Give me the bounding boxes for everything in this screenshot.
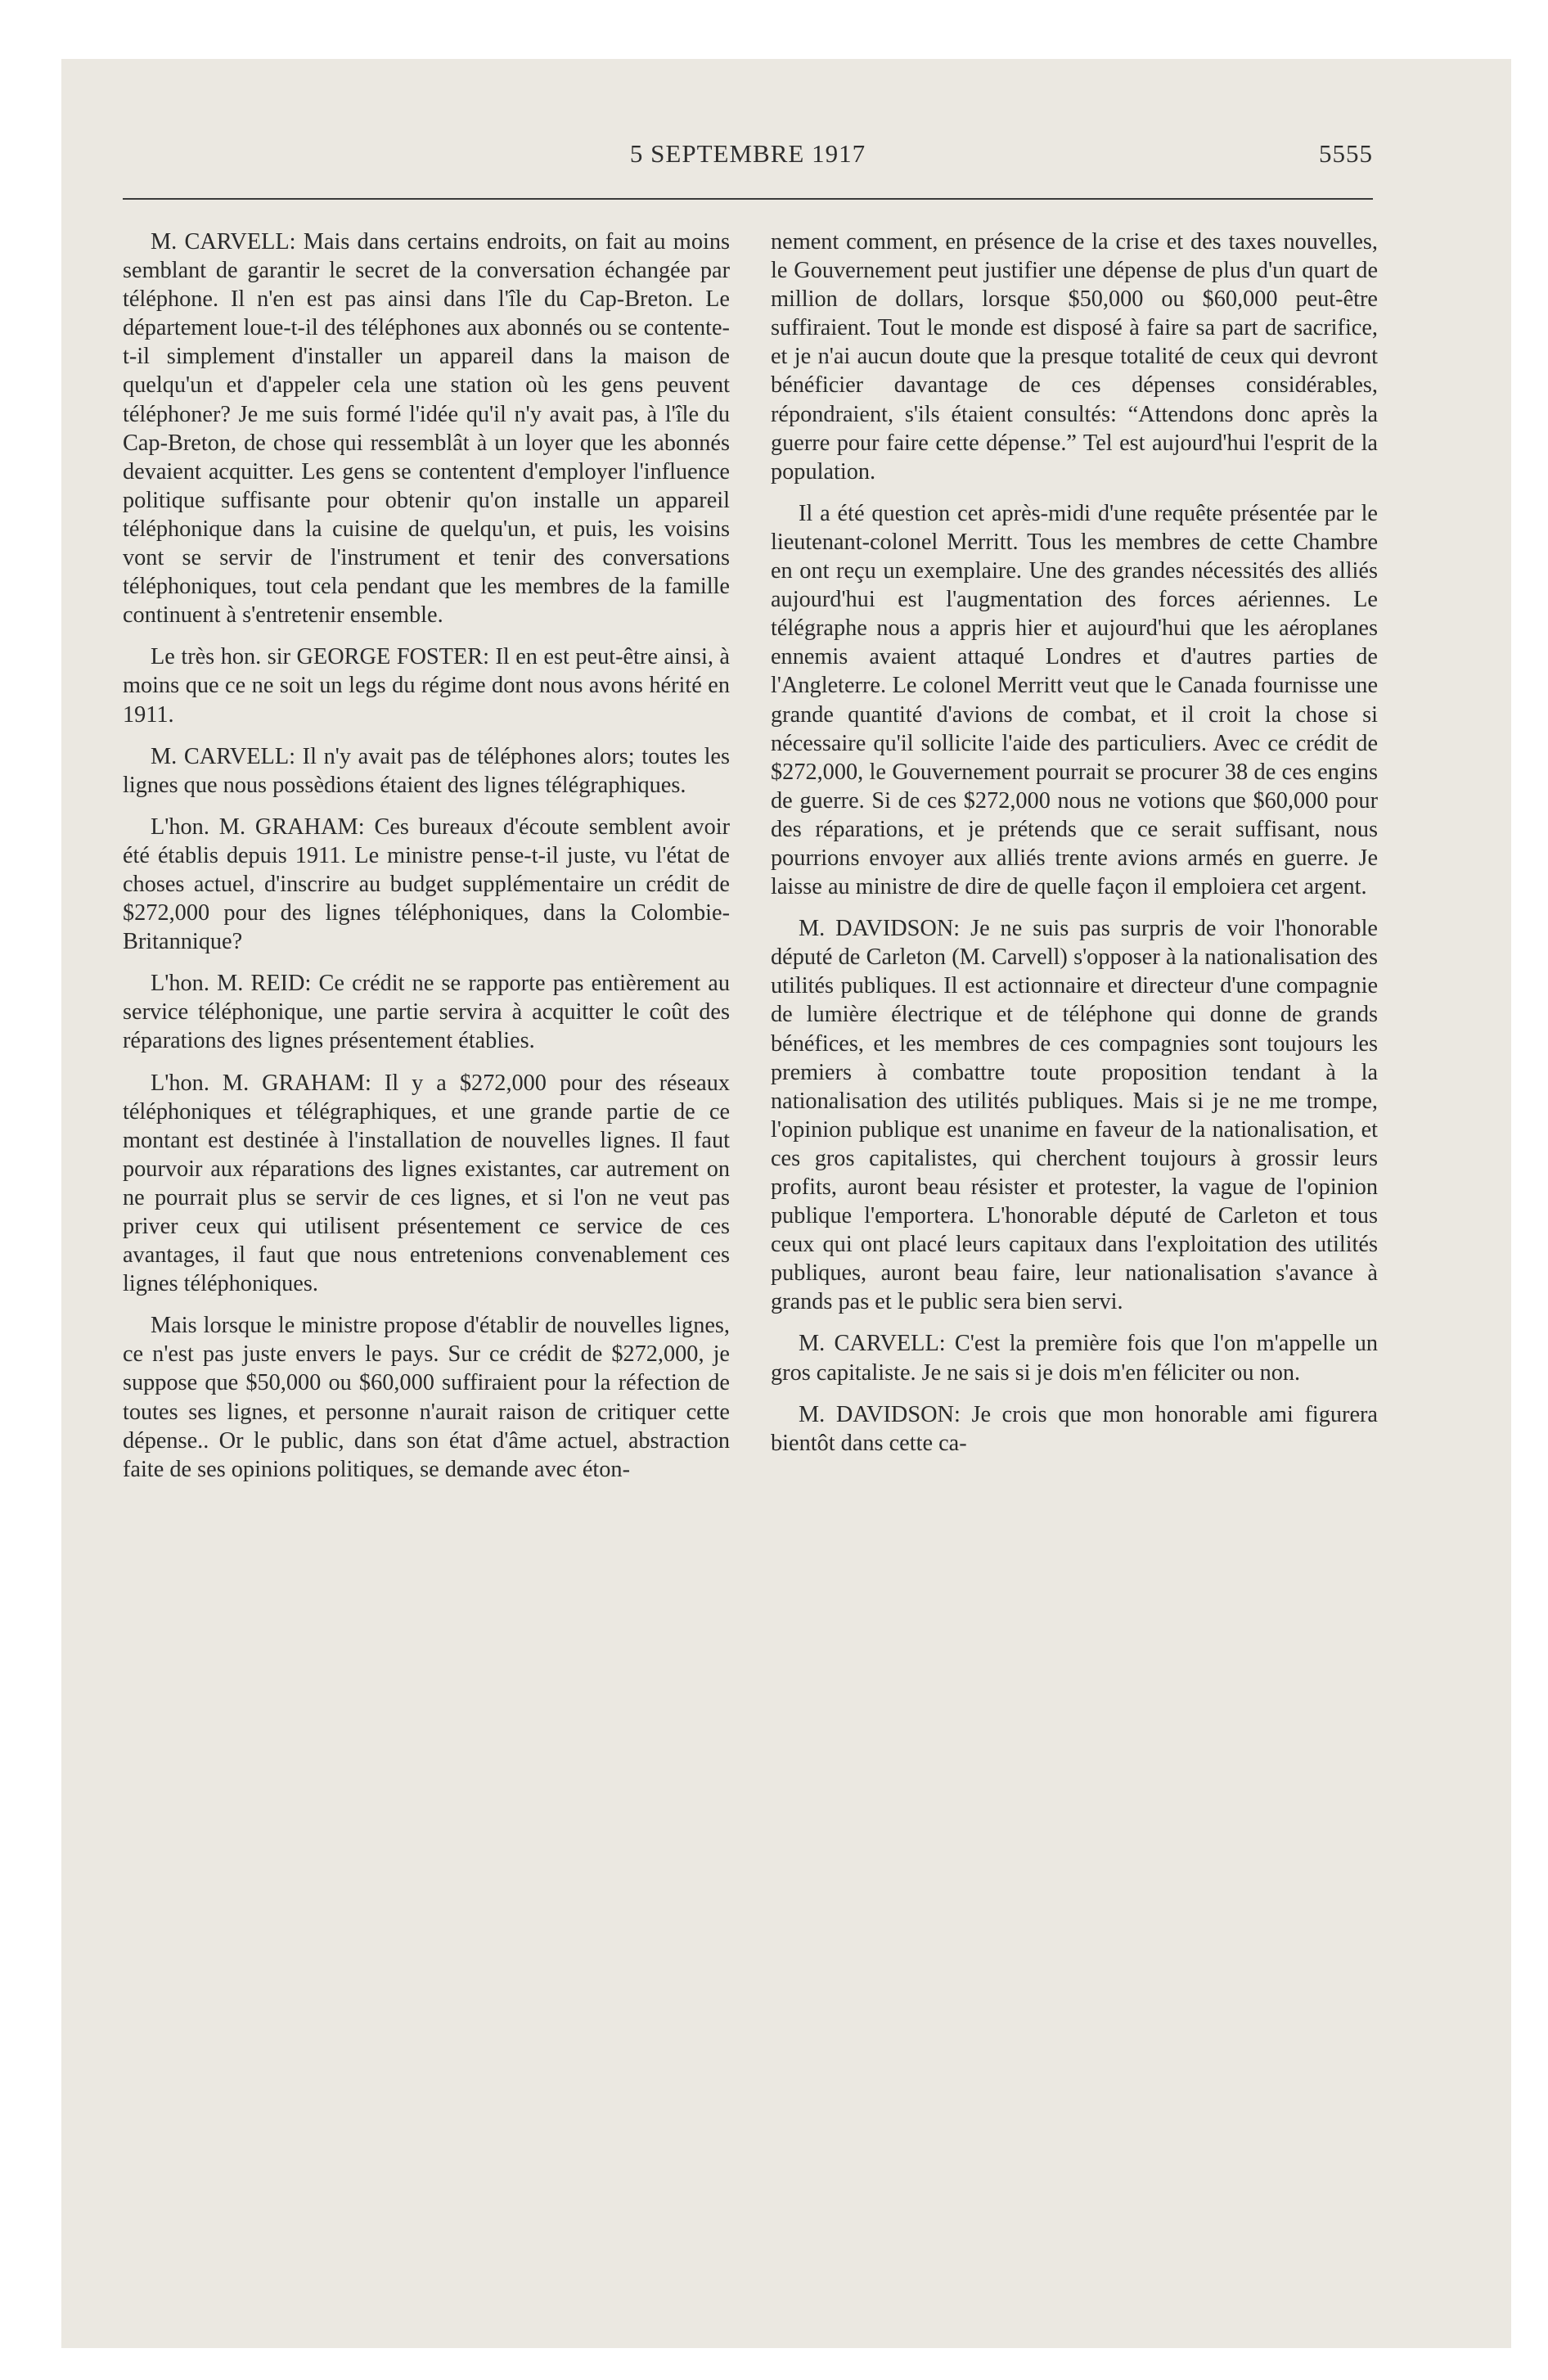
paragraph: M. DAVIDSON: Je ne suis pas surpris de voir l'honorable député de Carleton (M. Carvell) s'opposer à la nationalisation des utilités publiques. Il est actionnaire et directeur d'une compagnie de lumière électrique et de téléphone qui donne de grands bénéfices, et les membres de ces compagnies sont toujours les premiers à combattre toute proposition tendant à la nationalisation des utilités publiques. Mais si je ne me trompe, l'opinion publique est unanime en faveur de la nationalisation, et ces gros capitalistes, qui cherchent toujours à grossir leurs profits, auront beau résister et protester, la vague de l'opinion publique l'emportera. L'honorable député de Carleton et tous ceux qui ont placé leurs capitaux dans l'exploitation des utilités publiques, auront beau faire, leur nationalisation s'avance à grands pas et le public sera bien servi. xyxy=(771,916,1378,1315)
paragraph: L'hon. M. REID: Ce crédit ne se rapporte pas entièrement au service téléphonique, une partie servira à acquitter le coût des réparations des lignes présentement établies. xyxy=(123,971,730,1054)
paragraph: M. CARVELL: C'est la première fois que l'on m'appelle un gros capitaliste. Je ne sais si je dois m'en féliciter ou non. xyxy=(771,1331,1378,1386)
paragraph: M. DAVIDSON: Je crois que mon honorable ami figurera bientôt dans cette ca- xyxy=(771,1401,1378,1456)
paragraph-continuation: nement comment, en présence de la crise et des taxes nouvelles, le Gouvernement peut justifier une dépense de plus d'un quart de million de dollars, lorsque $50,000 ou $60,000 peut-être suffiraient. Tout le monde est disposé à faire sa part de sacrifice, et je n'ai aucun doute que la presque totalité de ceux qui devront bénéficier davantage de ces dépenses considérables, répondraient, s'ils étaient consultés: “Attendons donc après la guerre pour faire cette dépense.” Tel est aujourd'hui l'esprit de la population. xyxy=(771,229,1378,485)
paragraph: M. CARVELL: Mais dans certains endroits, on fait au moins semblant de garantir le secret de la conversation échangée par téléphone. Il n'en est pas ainsi dans l'île du Cap-Breton. Le département loue-t-il des téléphones aux abonnés ou se contente-t-il simplement d'installer un appareil dans la maison de quelqu'un et d'appeler cela une station où les gens peuvent téléphoner? Je me suis formé l'idée qu'il n'y avait pas, à l'île du Cap-Breton, de chose qui ressemblât à un loyer que les abonnés devaient acquitter. Les gens se contentent d'employer l'influence politique suffisante pour obtenir qu'on installe un appareil téléphonique dans la cuisine de quelqu'un, et puis, les voisins vont se servir de l'instrument et tenir des conversations téléphoniques, tout cela pendant que les membres de la famille continuent à s'entretenir ensemble. xyxy=(123,229,730,629)
paragraph: Le très hon. sir GEORGE FOSTER: Il en est peut-être ainsi, à moins que ce ne soit un legs du régime dont nous avons hérité en 1911. xyxy=(123,644,730,728)
paragraph: L'hon. M. GRAHAM: Ces bureaux d'écoute semblent avoir été établis depuis 1911. Le ministre pense-t-il juste, vu l'état de choses actuel, d'inscrire au budget supplémentaire un crédit de $272,000 pour des lignes téléphoniques, dans la Colombie-Britannique? xyxy=(123,814,730,955)
header-date: 5 SEPTEMBRE 1917 xyxy=(629,139,866,168)
paragraph: M. CARVELL: Il n'y avait pas de téléphones alors; toutes les lignes que nous possèdions étaient des lignes télégraphiques. xyxy=(123,743,730,798)
paragraph: L'hon. M. GRAHAM: Il y a $272,000 pour des réseaux téléphoniques et télégraphiques, et une grande partie de ce montant est destinée à l'installation de nouvelles lignes. Il faut pourvoir aux réparations des lignes existantes, car autrement on ne pourrait plus se servir de ces lignes, et si l'on ne veut pas priver ceux qui utilisent présentement ce service de ces avantages, il faut que nous entretenions convenablement ces lignes téléphoniques. xyxy=(123,1070,730,1297)
page-header xyxy=(123,139,1373,180)
paragraph: Il a été question cet après-midi d'une requête présentée par le lieutenant-colonel Merritt. Tous les membres de cette Chambre en ont reçu un exemplaire. Une des grandes nécessités des alliés aujourd'hui est l'augmentation des forces aériennes. Le télégraphe nous a appris hier et aujourd'hui que les aéroplanes ennemis avaient attaqué Londres et d'autres parties de l'Angleterre. Le colonel Merritt veut que le Canada fournisse une grande quantité d'avions de combat, et il croit la chose si nécessaire qu'il sollicite l'aide des particuliers. Avec ce crédit de $272,000, le Gouvernement pourrait se procurer 38 de ces engins de guerre. Si de ces $272,000 nous ne votions que $60,000 pour des réparations, et je prétends que ce serait suffisant, nous pourrions envoyer aux alliés trente avions armés en guerre. Je laisse au ministre de dire de quelle façon il emploiera cet argent. xyxy=(771,500,1378,900)
right-column xyxy=(771,228,1378,1471)
header-rule xyxy=(123,198,1373,200)
page-number: 5555 xyxy=(1319,139,1373,168)
left-column xyxy=(123,228,730,1497)
paragraph: Mais lorsque le ministre propose d'établir de nouvelles lignes, ce n'est pas juste envers le pays. Sur ce crédit de $272,000, je suppose que $50,000 ou $60,000 suffiraient pour la réfection de toutes ses lignes, et personne n'aurait raison de critiquer cette dépense.. Or le public, dans son état d'âme actuel, abstraction faite de ses opinions politiques, se demande avec éton- xyxy=(123,1313,730,1482)
